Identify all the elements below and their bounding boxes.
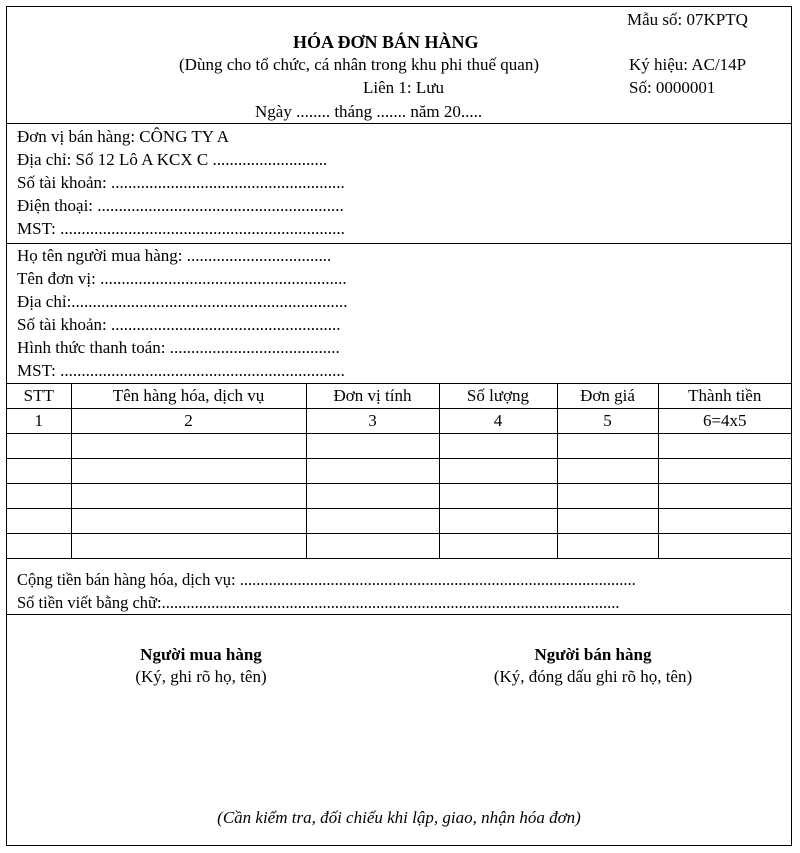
buyer-account: Số tài khoản: ...................................................... [17, 315, 341, 334]
seller-tax-code: MST: ................................................................... [17, 219, 345, 238]
seller-signature-note: (Ký, đóng dấu ghi rõ họ, tên) [493, 667, 693, 686]
table-cell[interactable] [439, 484, 557, 509]
buyer-unit: Tên đơn vị: .......................................................... [17, 269, 347, 288]
table-header-row [7, 384, 791, 409]
invoice-symbol: Ký hiệu: AC/14P [629, 55, 747, 74]
table-cell[interactable] [557, 434, 658, 459]
divider-header [7, 123, 791, 124]
buyer-payment: Hình thức thanh toán: ........................................ [17, 338, 340, 357]
table-cell[interactable] [557, 509, 658, 534]
divider-seller [7, 243, 791, 244]
table-cell[interactable] [557, 459, 658, 484]
table-index-row [7, 409, 791, 434]
table-cell[interactable] [71, 484, 306, 509]
index-cell: 4 [439, 409, 557, 434]
table-cell[interactable] [71, 434, 306, 459]
divider-totals [7, 614, 791, 615]
table-row [7, 509, 791, 534]
items-table [7, 383, 791, 559]
table-cell[interactable] [658, 534, 791, 559]
table-cell[interactable] [306, 484, 439, 509]
col-header-name: Tên hàng hóa, dịch vụ [71, 384, 306, 409]
table-cell[interactable] [658, 509, 791, 534]
invoice-number: Số: 0000001 [629, 78, 716, 97]
table-cell[interactable] [71, 534, 306, 559]
seller-address: Địa chỉ: Số 12 Lô A KCX C ........................... [17, 150, 328, 169]
index-cell: 3 [306, 409, 439, 434]
invoice-subtitle: (Dùng cho tổ chức, cá nhân trong khu phi thuế quan) [179, 55, 539, 74]
index-cell: 5 [557, 409, 658, 434]
seller-unit: Đơn vị bán hàng: CÔNG TY A [17, 127, 230, 146]
col-header-stt: STT [7, 384, 71, 409]
col-header-amount: Thành tiền [658, 384, 791, 409]
table-row [7, 484, 791, 509]
footer-note: (Cần kiểm tra, đối chiếu khi lập, giao, nhận hóa đơn) [217, 808, 581, 827]
seller-phone: Điện thoại: .......................................................... [17, 196, 344, 215]
table-cell[interactable] [658, 434, 791, 459]
table-cell[interactable] [557, 484, 658, 509]
table-row [7, 459, 791, 484]
table-cell[interactable] [439, 534, 557, 559]
table-cell[interactable] [7, 459, 71, 484]
table-cell[interactable] [439, 459, 557, 484]
table-cell[interactable] [71, 509, 306, 534]
invoice-form [6, 6, 792, 846]
invoice-date: Ngày ........ tháng ....... năm 20..... [255, 102, 483, 121]
col-header-unit: Đơn vị tính [306, 384, 439, 409]
table-cell[interactable] [658, 484, 791, 509]
seller-account: Số tài khoản: ....................................................... [17, 173, 345, 192]
table-cell[interactable] [71, 459, 306, 484]
table-cell[interactable] [306, 534, 439, 559]
amount-in-words: Số tiền viết bằng chữ:............................................................................................................... [17, 593, 620, 612]
table-cell[interactable] [7, 534, 71, 559]
table-cell[interactable] [306, 459, 439, 484]
buyer-name: Họ tên người mua hàng: .................................. [17, 246, 332, 265]
total-amount: Cộng tiền bán hàng hóa, dịch vụ: ................................................................................................ [17, 570, 636, 589]
table-cell[interactable] [439, 434, 557, 459]
table-cell[interactable] [658, 459, 791, 484]
table-cell[interactable] [557, 534, 658, 559]
col-header-price: Đơn giá [557, 384, 658, 409]
table-row [7, 434, 791, 459]
buyer-signature-title: Người mua hàng [140, 645, 262, 664]
table-cell[interactable] [306, 509, 439, 534]
table-cell[interactable] [7, 509, 71, 534]
table-row [7, 534, 791, 559]
index-cell: 1 [7, 409, 71, 434]
buyer-tax-code: MST: ................................................................... [17, 361, 345, 380]
table-cell[interactable] [7, 434, 71, 459]
buyer-address: Địa chỉ:................................................................. [17, 292, 348, 311]
table-cell[interactable] [7, 484, 71, 509]
form-number: Mẫu số: 07KPTQ [627, 10, 748, 29]
seller-signature-title: Người bán hàng [534, 645, 652, 664]
index-cell: 6=4x5 [658, 409, 791, 434]
table-cell[interactable] [439, 509, 557, 534]
col-header-qty: Số lượng [439, 384, 557, 409]
invoice-title: HÓA ĐƠN BÁN HÀNG [293, 32, 479, 52]
index-cell: 2 [71, 409, 306, 434]
table-cell[interactable] [306, 434, 439, 459]
invoice-copy: Liên 1: Lưu [363, 78, 444, 97]
buyer-signature-note: (Ký, ghi rõ họ, tên) [135, 667, 267, 686]
